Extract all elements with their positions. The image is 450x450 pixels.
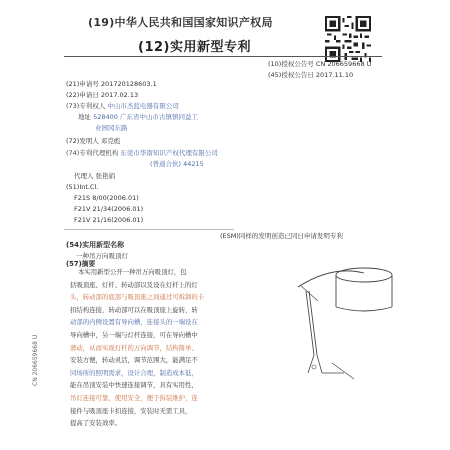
abstract-line: 同场所的照明需求，设计合理，制造成本低， xyxy=(70,368,198,377)
agency-name-2: (普通合伙) 44215 xyxy=(150,160,204,168)
application-number: (21)申请号 201720128603.1 xyxy=(66,80,157,88)
side-publication-number: CN 206659668 U xyxy=(32,334,39,386)
abstract-line: 安装方便，转动灵活，调节范围大，能满足不 xyxy=(70,356,198,365)
abstract-body xyxy=(70,266,280,430)
abstract-line: 括吸顶座、灯杆、转动部以及设在灯杆上的灯 xyxy=(70,280,198,289)
abstract-line: 接件与吸顶座卡扣连接，安装时无需工具， xyxy=(70,406,192,415)
abstract-label: (57)摘要 xyxy=(66,260,96,268)
abstract-line: 滑动，从而实现灯杆的万向调节，结构简单、 xyxy=(70,343,198,352)
agent: 代理人 张艳娟 xyxy=(74,172,116,180)
abstract-line: 本实用新型公开一种吊万向吸顶灯，包 xyxy=(78,268,187,276)
patentee-name: 中山市杰蓝电器有限公司 xyxy=(107,102,179,110)
ipc-heading: (51)Int.Cl. xyxy=(66,183,99,191)
ipc-1: F21S 8/00(2006.01) xyxy=(74,194,139,202)
header-rule xyxy=(64,56,382,57)
document-type: (12)实用新型专利 xyxy=(138,40,251,55)
agency-label: (74)专利代理机构 xyxy=(66,149,119,157)
filing-date: (22)申请日 2017.02.13 xyxy=(66,91,139,99)
claims-note: (ESM)同样的发明创造已同日申请发明专利 xyxy=(220,232,343,240)
abstract-line: 能在吊顶安装中快速连接调节，具有实用性， xyxy=(70,381,198,390)
agency-row xyxy=(66,148,218,157)
publication-number: (10)授权公告号 CN 206659668 U xyxy=(268,60,372,68)
address-row xyxy=(78,112,198,121)
abstract-line: 提高了安装效率。 xyxy=(70,419,122,428)
address-line-2: 业园冈东路 xyxy=(95,124,128,132)
abstract-line: 导向槽中，另一端与灯杆连接，可在导向槽中 xyxy=(70,330,198,339)
abstract-line: 动部的内侧设置有导向槽，连接头的一端设在 xyxy=(70,318,198,327)
inventor: (72)发明人 邓克彪 xyxy=(66,137,121,145)
biblio-rule xyxy=(64,229,234,230)
ipc-3: F21V 21/16(2006.01) xyxy=(74,216,144,224)
lamp-figure xyxy=(292,255,402,395)
title-label: (54)实用新型名称 xyxy=(66,241,125,249)
abstract-line: 头，转动部的底部与吸顶座之间通过可拆卸的卡 xyxy=(70,293,205,302)
abstract-line: 扣结构连接，转动部可以在吸顶座上旋转，转 xyxy=(70,305,198,314)
publication-date: (45)授权公告日 2017.11.10 xyxy=(268,71,354,79)
ipc-2: F21V 21/34(2006.01) xyxy=(74,205,144,213)
patentee-label: (73)专利权人 xyxy=(66,102,106,110)
address-label: 地址 xyxy=(78,113,91,121)
patentee-row xyxy=(66,101,179,110)
agency-name-1: 东莞市华南知识产权代理有限公司 xyxy=(120,149,218,157)
abstract-line: 吊灯连接可靠，使用安全，便于拆装维护，连 xyxy=(70,393,198,402)
utility-model-title: 一种吊万向吸顶灯 xyxy=(76,252,128,260)
office-name: (19)中华人民共和国国家知识产权局 xyxy=(88,16,273,29)
address-line-1: 528400 广东省中山市古镇镇同益工 xyxy=(93,113,198,121)
